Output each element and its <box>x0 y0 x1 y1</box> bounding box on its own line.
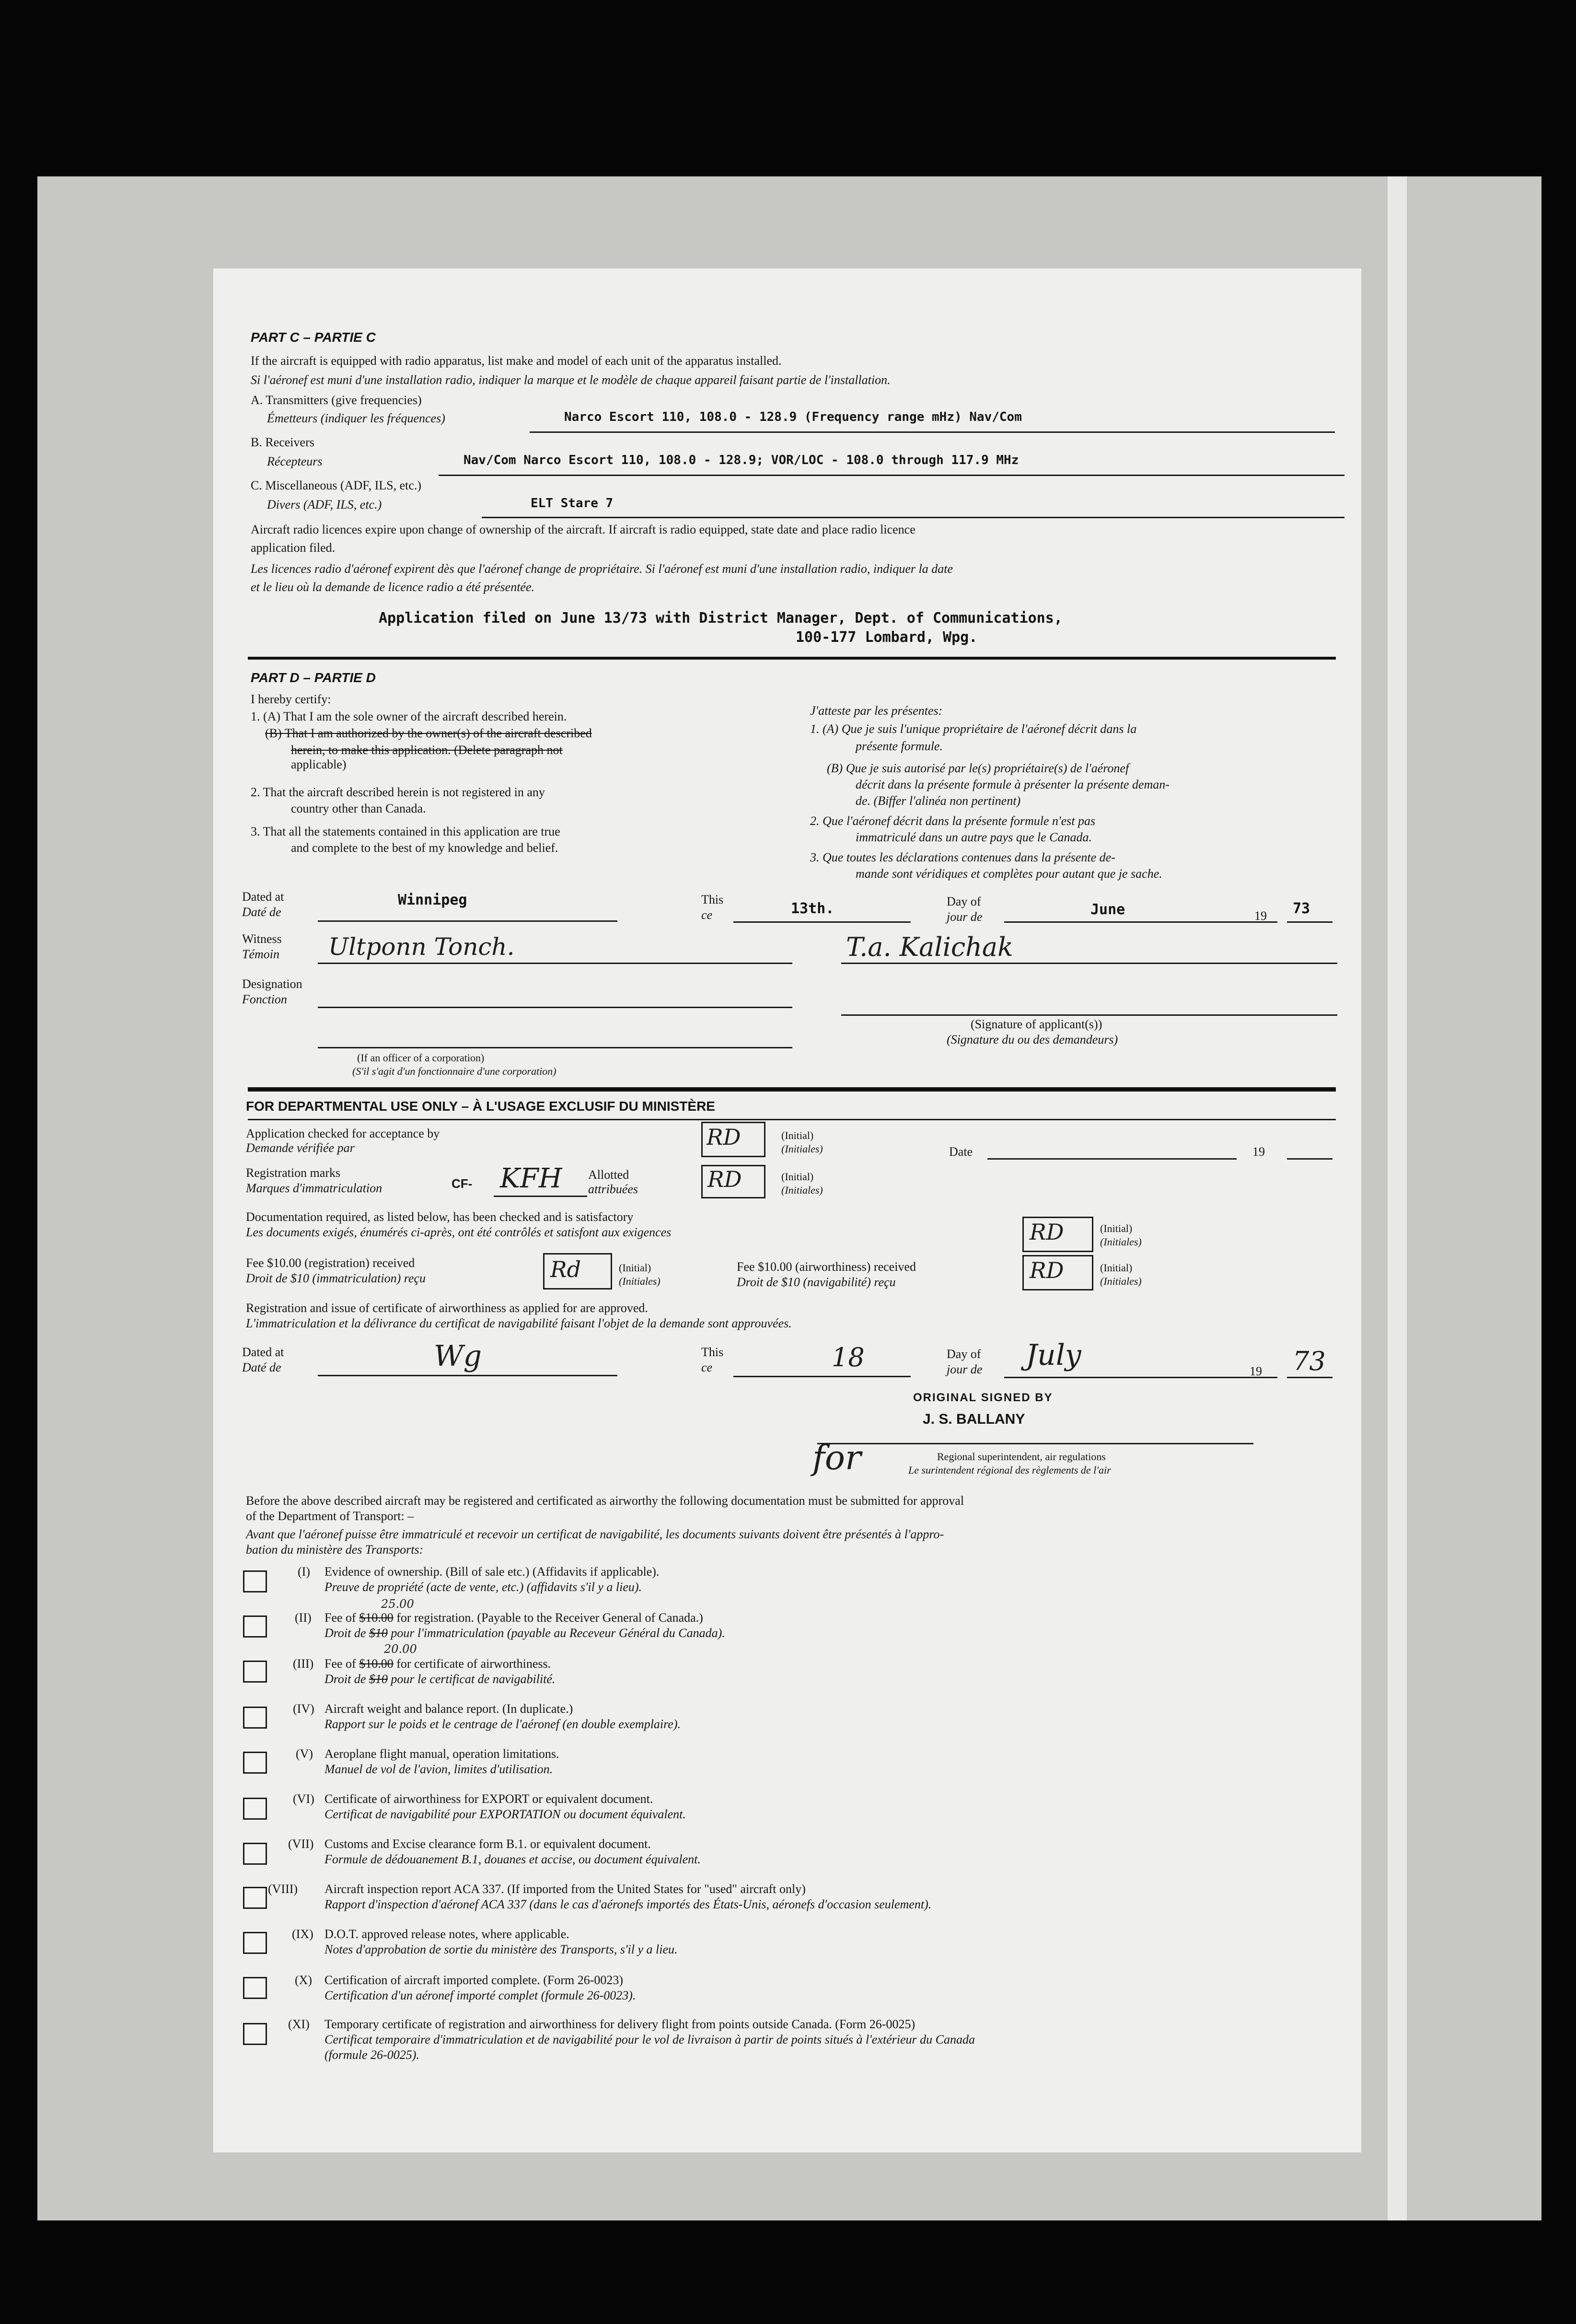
item-3-fr-post: pour le certificat de navigabilité. <box>387 1672 556 1686</box>
fee-air-initials: RD <box>1030 1257 1064 1283</box>
checkbox-item-8[interactable] <box>243 1887 267 1909</box>
item-2-fr-pre: Droit de <box>324 1626 369 1640</box>
item-2-hand-fee: 25.00 <box>381 1597 414 1611</box>
application-form-page <box>213 268 1361 2152</box>
item-3-en-post: for certificate of airworthiness. <box>393 1657 551 1671</box>
item-9-en: D.O.T. approved release notes, where applicable. <box>324 1927 569 1941</box>
checkbox-item-5[interactable] <box>243 1752 267 1774</box>
part-c-intro-fr: Si l'aéronef est muni d'une installation radio, indiquer la marque et le modèle de chaque appareil faisant partie de l'installation. <box>251 373 891 387</box>
fee-air-label-fr: Droit de $10 (navigabilité) reçu <box>737 1275 896 1289</box>
checkbox-item-3[interactable] <box>243 1661 267 1683</box>
witness-signature: Ultponn Tonch. <box>328 933 515 961</box>
item-8-number: (VIII) <box>268 1882 298 1896</box>
dept-dated-at-value: Wg <box>434 1339 482 1373</box>
item-9-number: (IX) <box>292 1927 313 1941</box>
checkbox-item-11[interactable] <box>243 2023 267 2045</box>
dept-day-of-value: July <box>1026 1338 1081 1372</box>
item-10-fr: Certification d'un aéronef importé complet (formule 26-0023). <box>324 1988 636 2002</box>
item-2-fr-post: pour l'immatriculation (payable au Receveur Général du Canada). <box>387 1626 725 1640</box>
fee-reg-initial-en: (Initial) <box>619 1262 651 1274</box>
licence-note-en-2: application filed. <box>251 541 336 555</box>
item-3-hand-fee: 20.00 <box>384 1642 417 1656</box>
year-value: 73 <box>1293 900 1310 917</box>
item-3-number: (III) <box>293 1657 314 1671</box>
receivers-label-en: B. Receivers <box>251 435 314 449</box>
this-label-fr: ce <box>701 908 713 922</box>
item-2-number: (II) <box>295 1611 312 1625</box>
dept-dated-at-label-en: Dated at <box>242 1345 284 1359</box>
item-6-number: (VI) <box>293 1792 314 1806</box>
fee-reg-initials: Rd <box>550 1256 581 1282</box>
item-2-en-pre: Fee of <box>324 1611 359 1625</box>
licence-note-fr-2: et le lieu où la demande de licence radio a été présentée. <box>251 580 535 594</box>
checklist-intro-en-2: of the Department of Transport: – <box>246 1509 414 1523</box>
item-4-en: Aircraft weight and balance report. (In duplicate.) <box>324 1702 573 1716</box>
day-of-label-fr: jour de <box>947 910 983 924</box>
item-10-number: (X) <box>295 1973 313 1987</box>
item-11-fr-2: (formule 26-0025). <box>324 2048 419 2062</box>
checkbox-item-9[interactable] <box>243 1932 267 1954</box>
dated-at-label-en: Dated at <box>242 890 284 904</box>
item-6-en: Certificate of airworthiness for EXPORT or equivalent document. <box>324 1792 653 1806</box>
cf-prefix: CF- <box>452 1176 473 1191</box>
allotted-initials: RD <box>707 1166 742 1192</box>
item-6-fr: Certificat de navigabilité pour EXPORTATION ou document équivalent. <box>324 1807 686 1821</box>
certify-en: I hereby certify: <box>251 692 331 706</box>
statement-2-en-2: country other than Canada. <box>291 802 426 815</box>
item-3-fr <box>324 1672 555 1686</box>
item-5-number: (V) <box>296 1747 313 1761</box>
item-11-number: (XI) <box>288 2017 310 2031</box>
transmitters-label-en: A. Transmitters (give frequencies) <box>251 393 422 407</box>
fee-reg-initial-fr: (Initiales) <box>619 1275 661 1287</box>
reg-marks-label-en: Registration marks <box>246 1166 341 1180</box>
allotted-label-en: Allotted <box>588 1168 629 1182</box>
dated-at-label-fr: Daté de <box>242 905 281 919</box>
docs-label-en: Documentation required, as listed below, has been checked and is satisfactory <box>246 1210 634 1224</box>
for-mark: for <box>812 1438 861 1477</box>
statement-3-fr-2: mande sont véridiques et complètes pour autant que je sache. <box>856 867 1162 881</box>
item-2-en-post: for registration. (Payable to the Receiver General of Canada.) <box>393 1611 703 1625</box>
officer-caption-en: (If an officer of a corporation) <box>357 1052 485 1064</box>
issue-approved-en: Registration and issue of certificate of airworthiness as applied for are approved. <box>246 1301 648 1315</box>
item-4-number: (IV) <box>293 1702 314 1716</box>
witness-label-fr: Témoin <box>242 947 279 961</box>
checkbox-item-6[interactable] <box>243 1798 267 1820</box>
licence-note-fr-1: Les licences radio d'aéronef expirent dès que l'aéronef change de propriétaire. Si l'aéronef est muni d'une installation radio, indiquer la date <box>251 562 953 576</box>
statement-1b-fr-3: de. (Biffer l'alinéa non pertinent) <box>856 794 1021 808</box>
dept-this-value: 18 <box>832 1342 865 1372</box>
item-9-fr: Notes d'approbation de sortie du ministère des Transports, s'il y a lieu. <box>324 1942 678 1956</box>
item-2-fr-strike: $10 <box>369 1626 388 1640</box>
dept-year-value: 73 <box>1293 1346 1326 1376</box>
receivers-label-fr: Récepteurs <box>267 454 323 468</box>
docs-initial-fr: (Initiales) <box>1100 1236 1142 1248</box>
dept-year-prefix: 19 <box>1250 1364 1262 1378</box>
statement-1b-fr-1: (B) Que je suis autorisé par le(s) propriétaire(s) de l'aéronef <box>827 761 1129 775</box>
item-5-en: Aeroplane flight manual, operation limitations. <box>324 1747 559 1761</box>
licence-note-en-1: Aircraft radio licences expire upon change of ownership of the aircraft. If aircraft is radio equipped, state date and place radio licence <box>251 523 915 536</box>
checkbox-item-1[interactable] <box>243 1570 267 1592</box>
statement-1a-fr-2: présente formule. <box>856 739 943 753</box>
misc-value: ELT Stare 7 <box>531 496 614 511</box>
designation-label-en: Designation <box>242 977 302 991</box>
item-2-en-strike: $10.00 <box>359 1611 394 1625</box>
item-2-en <box>324 1611 703 1625</box>
fee-air-initial-en: (Initial) <box>1100 1262 1133 1274</box>
applicant-signature: T.a. Kalichak <box>846 932 1013 962</box>
superintendent-en: Regional superintendent, air regulations <box>937 1451 1106 1463</box>
statement-3-fr-1: 3. Que toutes les déclarations contenues dans la présente de- <box>810 850 1115 864</box>
docs-label-fr: Les documents exigés, énumérés ci-après, ont été contrôlés et satisfont aux exigences <box>246 1225 672 1239</box>
docs-initial-en: (Initial) <box>1100 1222 1133 1234</box>
item-7-en: Customs and Excise clearance form B.1. or equivalent document. <box>324 1837 651 1851</box>
statement-1b-en-3: applicable) <box>291 757 347 771</box>
application-filed-line-2: 100-177 Lombard, Wpg. <box>796 629 978 646</box>
fee-reg-initials-box <box>543 1253 612 1290</box>
statement-3-en-1: 3. That all the statements contained in this application are true <box>251 825 560 838</box>
checked-label-en: Application checked for acceptance by <box>246 1127 440 1140</box>
item-10-en: Certification of aircraft imported complete. (Form 26-0023) <box>324 1973 624 1987</box>
part-c-intro-en: If the aircraft is equipped with radio apparatus, list make and model of each unit of the apparatus installed. <box>251 354 782 368</box>
docs-initials-box <box>1022 1217 1093 1252</box>
item-4-fr: Rapport sur le poids et le centrage de l'aéronef (en double exemplaire). <box>324 1717 681 1731</box>
statement-2-fr-1: 2. Que l'aéronef décrit dans la présente formule n'est pas <box>810 814 1096 828</box>
fee-reg-label-en: Fee $10.00 (registration) received <box>246 1256 415 1270</box>
fee-reg-label-fr: Droit de $10 (immatriculation) reçu <box>246 1271 426 1285</box>
statement-2-fr-2: immatriculé dans un autre pays que le Canada. <box>856 830 1092 844</box>
officer-caption-fr: (S'il s'agit d'un fonctionnaire d'une corporation) <box>352 1065 556 1077</box>
item-1-fr: Preuve de propriété (acte de vente, etc.) (affidavits s'il y a lieu). <box>324 1580 642 1594</box>
part-c-heading: PART C – PARTIE C <box>251 330 376 345</box>
transmitters-value: Narco Escort 110, 108.0 - 128.9 (Frequency range mHz) Nav/Com <box>564 410 1022 424</box>
checkbox-item-4[interactable] <box>243 1707 267 1729</box>
misc-label-en: C. Miscellaneous (ADF, ILS, etc.) <box>251 478 422 492</box>
transmitters-label-fr: Émetteurs (indiquer les fréquences) <box>267 411 445 425</box>
statement-1a-fr-1: 1. (A) Que je suis l'unique propriétaire de l'aéronef décrit dans la <box>810 722 1137 736</box>
superintendent-fr: Le surintendent régional des règlements de l'air <box>908 1464 1111 1476</box>
checklist-intro-fr-2: bation du ministère des Transports: <box>246 1543 424 1557</box>
designation-label-fr: Fonction <box>242 992 287 1006</box>
dept-this-label-en: This <box>701 1345 724 1359</box>
fee-air-initials-box <box>1022 1255 1093 1290</box>
signature-applicant-caption-en: (Signature of applicant(s)) <box>971 1017 1102 1031</box>
dept-this-label-fr: ce <box>701 1360 713 1374</box>
sheet-fold <box>1388 176 1407 2220</box>
item-8-fr: Rapport d'inspection d'aéronef ACA 337 (dans le cas d'aéronefs importés des États-Unis, aéronefs d'occasion seulement). <box>324 1897 932 1911</box>
item-1-number: (I) <box>298 1565 310 1579</box>
checkbox-item-7[interactable] <box>243 1843 267 1865</box>
item-1-en: Evidence of ownership. (Bill of sale etc.) (Affidavits if applicable). <box>324 1565 660 1579</box>
signature-applicant-caption-fr: (Signature du ou des demandeurs) <box>947 1033 1118 1046</box>
this-label-en: This <box>701 893 724 906</box>
allotted-label-fr: attribuées <box>588 1182 638 1196</box>
checklist-intro-en-1: Before the above described aircraft may be registered and certificated as airworthy the following documentation must be submitted for approval <box>246 1494 964 1508</box>
allotted-initial-fr: (Initiales) <box>781 1184 823 1196</box>
docs-initials: RD <box>1030 1219 1064 1245</box>
checked-label-fr: Demande vérifiée par <box>246 1141 355 1155</box>
dept-dated-at-label-fr: Daté de <box>242 1360 281 1374</box>
item-3-en-strike: $10.00 <box>359 1657 394 1671</box>
statement-1b-fr-2: décrit dans la présente formule à présenter la présente deman- <box>856 778 1170 791</box>
checkbox-item-10[interactable] <box>243 1977 267 1999</box>
allotted-initial-en: (Initial) <box>781 1171 814 1183</box>
item-7-fr: Formule de dédouanement B.1, douanes et accise, ou document équivalent. <box>324 1852 701 1866</box>
date-year-prefix: 19 <box>1252 1145 1265 1159</box>
day-of-label-en: Day of <box>947 895 981 908</box>
item-3-fr-strike: $10 <box>369 1672 388 1686</box>
signer-name: J. S. BALLANY <box>923 1411 1025 1427</box>
witness-label-en: Witness <box>242 932 282 946</box>
misc-label-fr: Divers (ADF, ILS, etc.) <box>267 498 382 511</box>
item-5-fr: Manuel de vol de l'avion, limites d'utilisation. <box>324 1762 553 1776</box>
checked-initial-fr: (Initiales) <box>781 1143 823 1155</box>
original-signed-stamp: ORIGINAL SIGNED BY <box>913 1391 1053 1404</box>
part-d-heading: PART D – PARTIE D <box>251 670 376 685</box>
receivers-value: Nav/Com Narco Escort 110, 108.0 - 128.9; VOR/LOC - 108.0 through 117.9 MHz <box>464 453 1019 467</box>
application-filed-line-1: Application filed on June 13/73 with District Manager, Dept. of Communications, <box>379 610 1063 627</box>
issue-approved-fr: L'immatriculation et la délivrance du certificat de navigabilité faisant l'objet de la demande sont approuvées. <box>246 1316 792 1330</box>
day-of-value: June <box>1090 901 1125 918</box>
allotted-initials-box <box>701 1165 765 1198</box>
item-8-en: Aircraft inspection report ACA 337. (If imported from the United States for "used" aircraft only) <box>324 1882 806 1896</box>
fee-air-initial-fr: (Initiales) <box>1100 1275 1142 1287</box>
item-11-fr: Certificat temporaire d'immatriculation et de navigabilité pour le vol de livraison à partir de points situés à l'extérieur du Canada <box>324 2033 975 2046</box>
item-3-en <box>324 1657 551 1671</box>
checked-initial-en: (Initial) <box>781 1129 814 1141</box>
checked-initials: RD <box>707 1124 741 1150</box>
statement-1a-en: 1. (A) That I am the sole owner of the aircraft described herein. <box>251 709 567 723</box>
this-value: 13th. <box>791 900 834 917</box>
dept-day-of-label-fr: jour de <box>947 1362 983 1376</box>
statement-1b-en-2: herein, to make this application. (Delete paragraph not <box>291 743 563 757</box>
item-3-fr-pre: Droit de <box>324 1672 369 1686</box>
year-prefix: 19 <box>1254 909 1267 923</box>
certify-fr: J'atteste par les présentes: <box>810 704 943 718</box>
item-2-fr <box>324 1626 725 1640</box>
date-label: Date <box>949 1145 973 1159</box>
item-7-number: (VII) <box>288 1837 314 1851</box>
item-3-en-pre: Fee of <box>324 1657 359 1671</box>
reg-marks-label-fr: Marques d'immatriculation <box>246 1181 382 1195</box>
item-11-en: Temporary certificate of registration and airworthiness for delivery flight from points outside Canada. (Form 26-0025) <box>324 2017 915 2031</box>
checked-initials-box <box>701 1122 765 1157</box>
statement-1b-en-1: (B) That I am authorized by the owner(s) of the aircraft described <box>265 726 592 740</box>
statement-2-en-1: 2. That the aircraft described herein is not registered in any <box>251 785 545 799</box>
checkbox-item-2[interactable] <box>243 1615 267 1638</box>
departmental-heading: FOR DEPARTMENTAL USE ONLY – À L'USAGE EXCLUSIF DU MINISTÈRE <box>246 1099 715 1114</box>
reg-marks-value: KFH <box>500 1163 562 1194</box>
dept-day-of-label-en: Day of <box>947 1347 981 1361</box>
checklist-intro-fr-1: Avant que l'aéronef puisse être immatriculé et recevoir un certificat de navigabilité, les documents suivants doivent être présentés à l'appro- <box>246 1527 944 1541</box>
fee-air-label-en: Fee $10.00 (airworthiness) received <box>737 1260 916 1274</box>
statement-3-en-2: and complete to the best of my knowledge and belief. <box>291 841 558 855</box>
dated-at-value: Winnipeg <box>398 892 467 908</box>
